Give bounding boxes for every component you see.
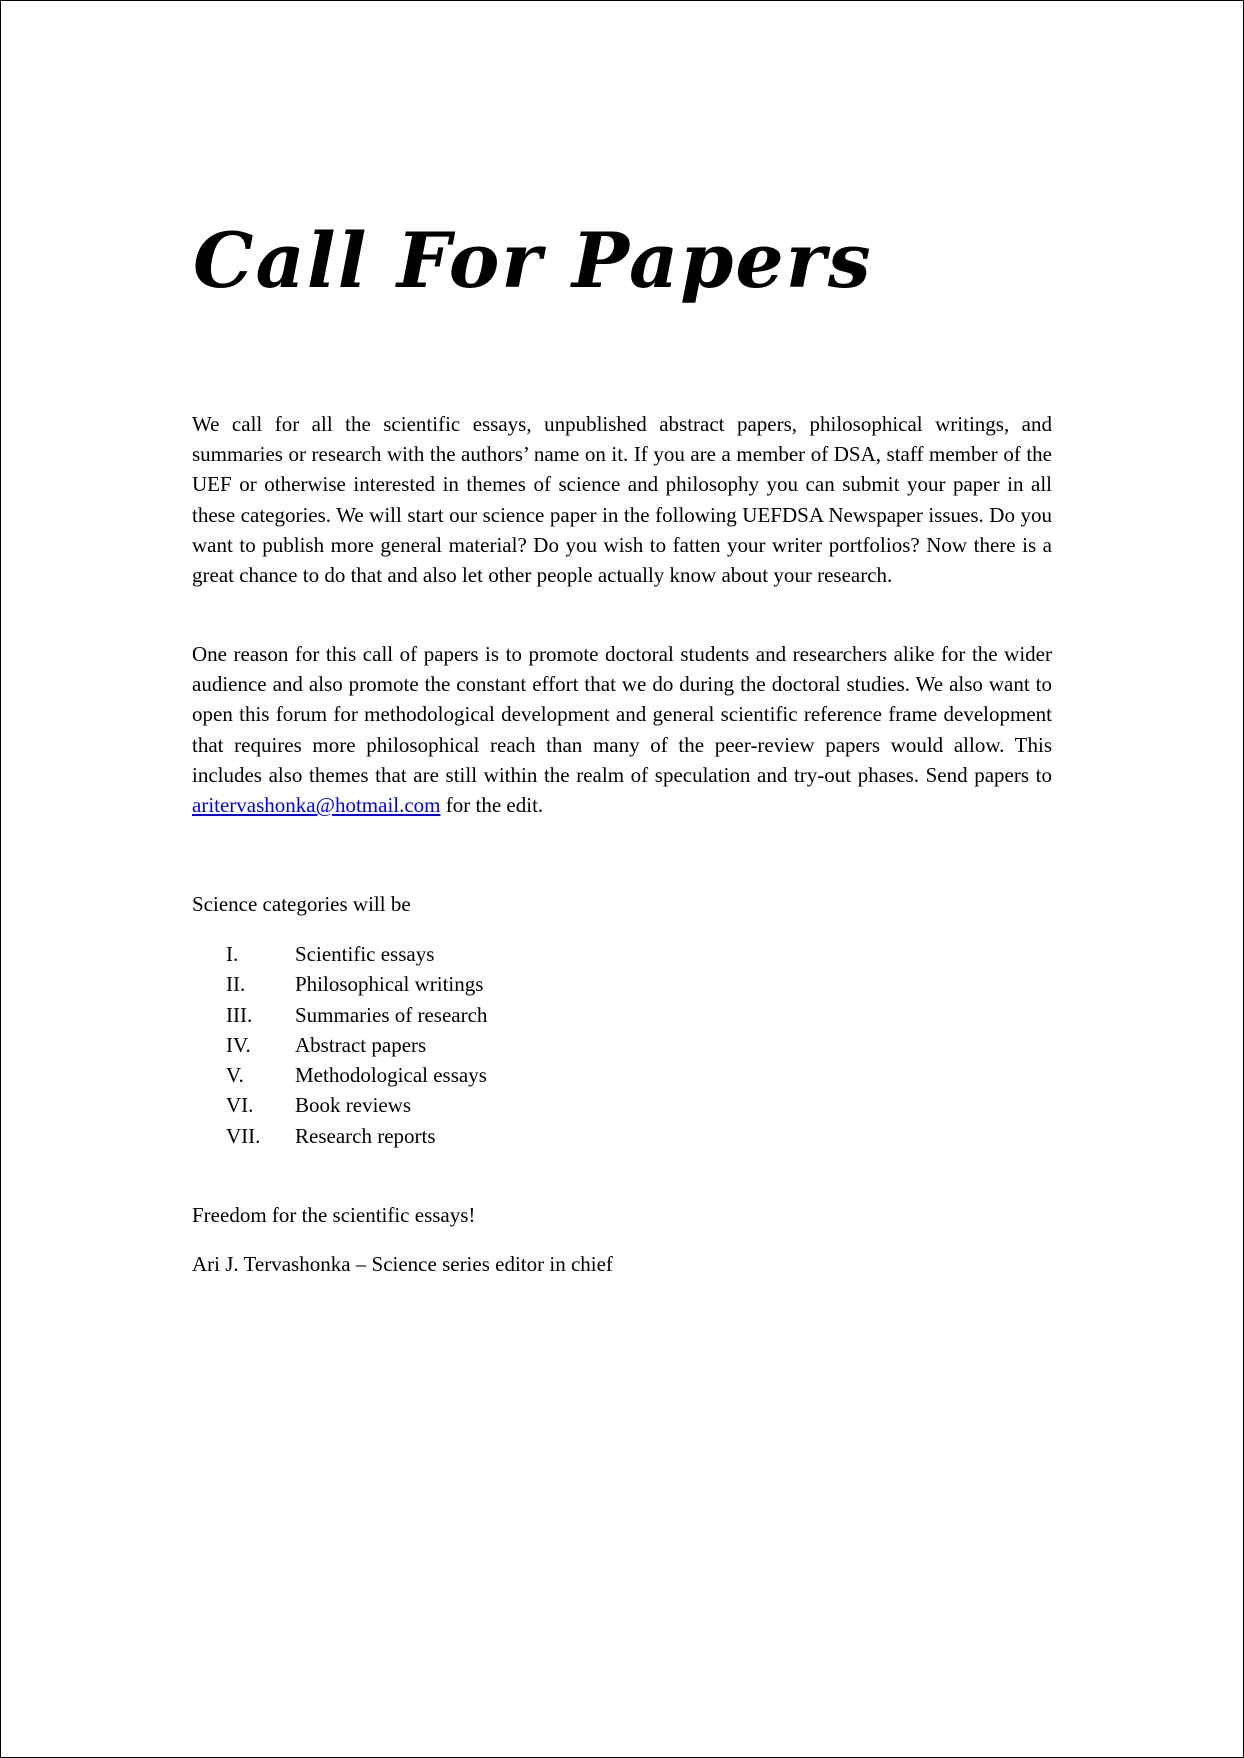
purpose-paragraph-end: for the edit. <box>440 793 544 818</box>
list-item <box>1 969 701 999</box>
list-item-number: III. <box>226 1002 253 1027</box>
categories-intro: Science categories will be <box>192 892 411 916</box>
list-item-label: Book reviews <box>295 1093 412 1118</box>
list-item-number: IV. <box>226 1032 251 1057</box>
intro-paragraph-container <box>192 409 1052 590</box>
purpose-paragraph <box>192 639 1052 820</box>
signature-line: Ari J. Tervashonka – Science series editor in chief <box>192 1252 613 1276</box>
list-item-label: Methodological essays <box>295 1063 487 1088</box>
list-item-number: VII. <box>226 1123 261 1148</box>
list-item-label: Abstract papers <box>295 1032 427 1057</box>
list-item <box>1 1000 701 1030</box>
list-item <box>1 1060 701 1090</box>
list-item <box>1 1030 701 1060</box>
list-item-number: I. <box>226 942 239 966</box>
list-item <box>1 1121 701 1151</box>
submission-email-link[interactable]: aritervashonka@hotmail.com <box>192 793 441 818</box>
closing-line: Freedom for the scientific essays! <box>192 1203 476 1227</box>
list-item-label: Research reports <box>295 1123 436 1148</box>
page-title: Call For Papers <box>193 216 873 305</box>
list-item-label: Philosophical writings <box>295 972 484 997</box>
list-item <box>1 1090 701 1120</box>
purpose-paragraph-container <box>192 639 1052 820</box>
intro-paragraph: We call for all the scientific essays, unpublished abstract papers, philosophical writings, and summaries or research with the authors’ name on it. If you are a member of DSA, staff member of the UEF or otherwise interested in themes of science and philosophy you can submit your paper in all these categories. We will start our science paper in the following UEFDSA Newspaper issues. Do you want to publish more general material? Do you wish to fatten your writer portfolios? Now there is a great chance to do that and also let other people actually know about your research. <box>192 412 1052 588</box>
list-item-label: Scientific essays <box>295 942 435 966</box>
purpose-paragraph-text: One reason for this call of papers is to promote doctoral students and researchers alike for the wider audience and also promote the constant effort that we do during the doctoral studies. We also want to open this forum for methodological development and general scientific reference frame development that requires more philosophical reach than many of the peer-review papers would allow. This includes also themes that are still within the realm of speculation and try-out phases. Send papers to <box>192 642 1052 787</box>
categories-list <box>1 939 701 1151</box>
list-item <box>1 939 701 969</box>
list-item-label: Summaries of research <box>295 1002 488 1027</box>
list-item-number: VI. <box>226 1093 254 1118</box>
list-item-number: V. <box>226 1063 244 1088</box>
list-item-number: II. <box>226 972 246 997</box>
